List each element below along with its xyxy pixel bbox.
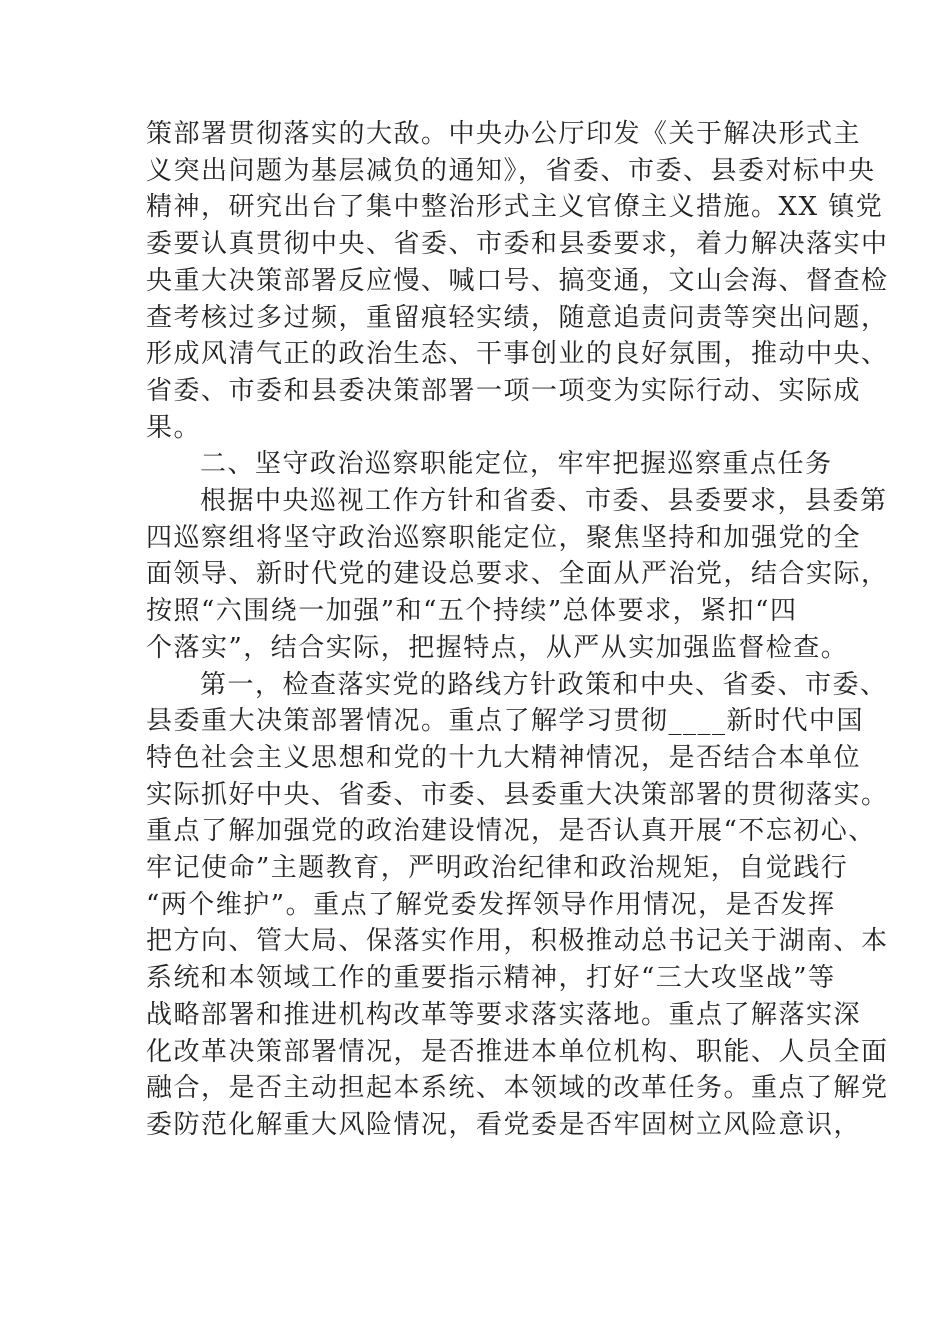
text-line: 个落实”，结合实际，把握特点，从严从实加强监督检查。 (146, 632, 849, 663)
paragraph-conclusion (146, 116, 889, 446)
text-line: 县委重大决策部署情况。重点了解学习贯彻____新时代中国 (146, 706, 865, 737)
section-heading (146, 446, 833, 483)
text-line: 实际抓好中央、省委、市委、县委重大决策部署的贯彻落实。 (146, 779, 889, 810)
text-line: 重点了解加强党的政治建设情况，是否认真开展“不忘初心、 (146, 816, 876, 847)
text-line: 战略部署和推进机构改革等要求落实落地。重点了解落实深 (146, 999, 862, 1030)
text-line: 查考核过多过频，重留痕轻实绩，随意追责问责等突出问题， (146, 302, 889, 333)
paragraph-first (146, 667, 889, 1144)
text-line: 把方向、管大局、保落实作用，积极推动总书记关于湖南、本 (146, 926, 889, 957)
text-line: 特色社会主义思想和党的十九大精神情况，是否结合本单位 (146, 742, 862, 773)
text-line: 委要认真贯彻中央、省委、市委和县委要求，着力解决落实中 (146, 229, 889, 260)
text-line: 省委、市委和县委决策部署一项一项变为实际行动、实际成 (146, 375, 862, 406)
text-line: 按照“六围绕一加强”和“五个持续”总体要求，紧扣“四 (146, 596, 798, 627)
paragraph-intro (146, 483, 889, 667)
text-line: 四巡察组将坚守政治巡察职能定位，聚焦坚持和加强党的全 (146, 522, 862, 553)
text-line: 化改革决策部署情况，是否推进本单位机构、职能、人员全面 (146, 1036, 889, 1067)
text-line: 央重大决策部署反应慢、喊口号、搞变通，文山会海、督查检 (146, 265, 889, 296)
text-line: 策部署贯彻落实的大敌。中央办公厅印发《关于解决形式主 (146, 119, 862, 149)
document-body (146, 116, 889, 1144)
text-line: 系统和本领域工作的重要指示精神，打好“三大攻坚战”等 (146, 963, 836, 994)
text-line: 义突出问题为基层减负的通知》，省委、市委、县委对标中央 (146, 155, 876, 186)
text-line: 面领导、新时代党的建设总要求、全面从严治党，结合实际， (146, 559, 889, 590)
text-line: 牢记使命”主题教育，严明政治纪律和政治规矩，自觉践行 (146, 853, 849, 884)
text-line: 委防范化解重大风险情况，看党委是否牢固树立风险意识， (146, 1109, 862, 1140)
text-line: 形成风清气正的政治生态、干事创业的良好氛围，推动中央、 (146, 339, 889, 370)
text-line: “两个维护”。重点了解党委发挥领导作用情况，是否发挥 (146, 889, 836, 920)
text-line: 第一，检查落实党的路线方针政策和中央、省委、市委、 (200, 669, 888, 700)
heading-line: 二、坚守政治巡察职能定位，牢牢把握巡察重点任务 (200, 449, 833, 480)
text-line: 果。 (146, 412, 202, 443)
text-line: 根据中央巡视工作方针和省委、市委、县委要求，县委第 (200, 486, 888, 517)
text-line: 精神，研究出台了集中整治形式主义官僚主义措施。XX 镇党 (146, 192, 884, 223)
text-line: 融合，是否主动担起本系统、本领域的改革任务。重点了解党 (146, 1073, 889, 1104)
